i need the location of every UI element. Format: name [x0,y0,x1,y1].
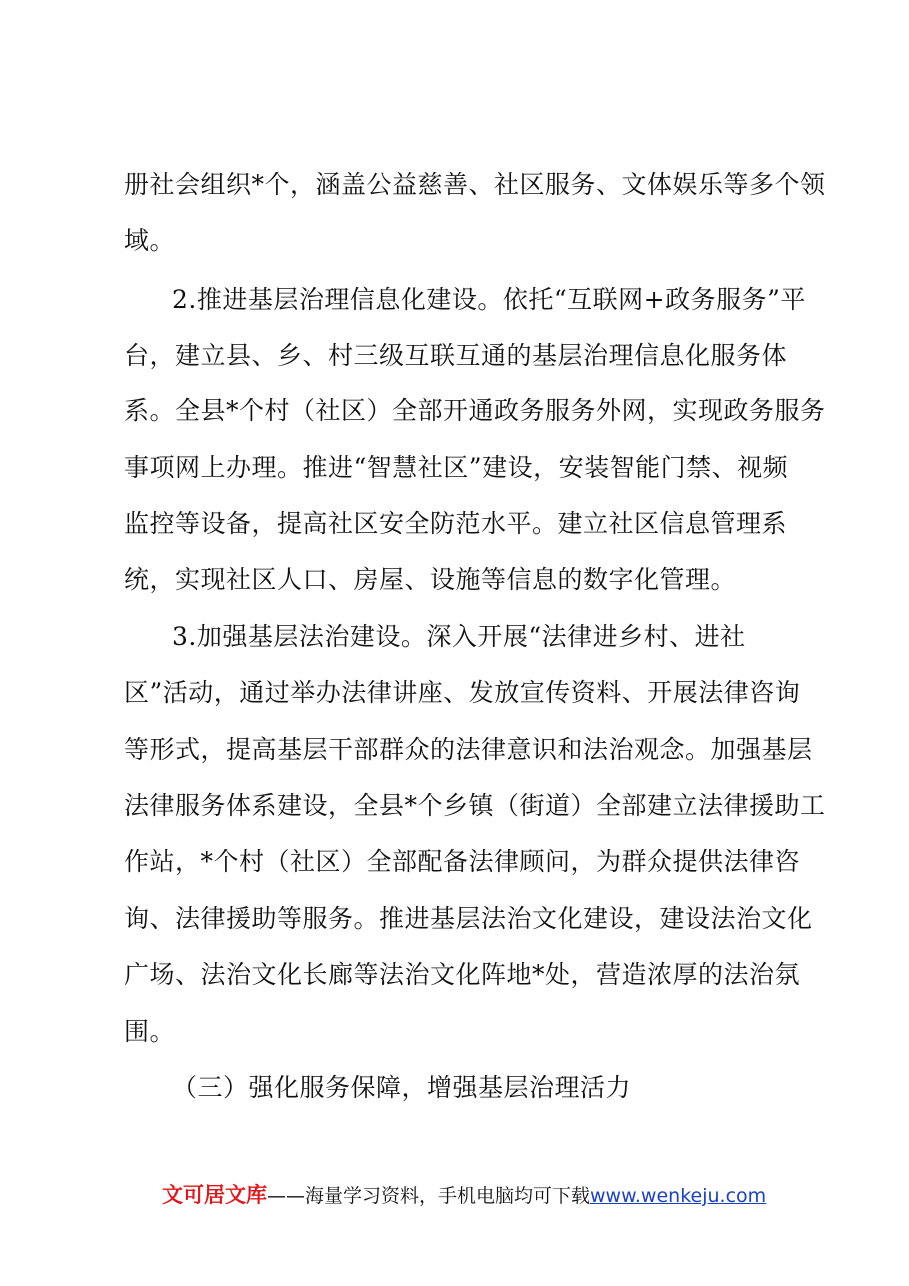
paragraph-line: 域。 [124,226,176,255]
paragraph-line: 广场、法治文化长廊等法治文化阵地*处，营造浓厚的法治氛 [124,960,801,989]
paragraph-line: 等形式，提高基层干部群众的法律意识和法治观念。加强基层 [124,735,813,764]
footer-slogan: ——海量学习资料，手机电脑均可下载 [267,1185,591,1207]
section-heading: （三）强化服务保障，增强基层治理活力 [172,1073,632,1102]
brand-name: 文可居文库 [162,1183,267,1207]
paragraph-line: 询、法律援助等服务。推进基层法治文化建设，建设法治文化 [124,904,813,933]
website-link[interactable]: www.wenkeju.com [590,1185,767,1207]
paragraph-line: 统，实现社区人口、房屋、设施等信息的数字化管理。 [124,565,737,594]
paragraph-line: 作站，*个村（社区）全部配备法律顾问，为群众提供法律咨 [124,847,801,876]
paragraph-line: 事项网上办理。推进“智慧社区”建设，安装智能门禁、视频 [124,453,789,482]
paragraph-line: 系。全县*个村（社区）全部开通政务服务外网，实现政务服务 [124,396,826,425]
paragraph-line: 册社会组织*个，涵盖公益慈善、社区服务、文体娱乐等多个领 [124,170,826,199]
paragraph-line: 3.加强基层法治建设。深入开展“法律进乡村、进社 [172,622,746,651]
paragraph-line: 2.推进基层治理信息化建设。依托“互联网+政务服务”平 [172,285,806,314]
paragraph-line: 台，建立县、乡、村三级互联互通的基层治理信息化服务体 [124,341,788,370]
paragraph-line: 法律服务体系建设，全县*个乡镇（街道）全部建立法律援助工 [124,791,826,820]
paragraph-line: 围。 [124,1017,176,1046]
paragraph-line: 区”活动，通过举办法律讲座、发放宣传资料、开展法律咨询 [124,678,801,707]
footer-banner [162,1181,766,1210]
paragraph-line: 监控等设备，提高社区安全防范水平。建立社区信息管理系 [124,509,788,538]
